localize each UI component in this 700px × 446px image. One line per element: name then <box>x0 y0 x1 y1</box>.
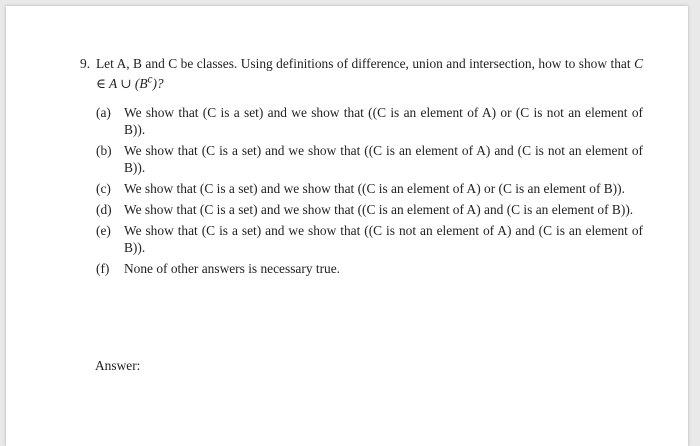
option-label: (d) <box>96 202 112 218</box>
option-f <box>96 260 643 277</box>
question-stem <box>80 55 643 92</box>
options-list <box>96 104 643 277</box>
option-label: (c) <box>96 181 111 197</box>
option-label: (e) <box>96 223 111 239</box>
option-label: (a) <box>96 105 111 121</box>
option-c <box>96 180 643 197</box>
option-label: (f) <box>96 261 110 277</box>
option-d <box>96 201 643 218</box>
option-text: We show that (C is a set) and we show that ((C is an element of A) or (C is not an element of B)). <box>124 105 643 138</box>
option-a <box>96 104 643 138</box>
option-b <box>96 142 643 176</box>
formula-end: )? <box>152 76 164 92</box>
formula-superscript: c <box>147 74 153 86</box>
option-text: None of other answers is necessary true. <box>124 261 341 277</box>
document-page <box>6 6 688 446</box>
answer-label: Answer: <box>95 358 141 373</box>
option-text: We show that (C is a set) and we show that ((C is an element of A) and (C is an element of B)). <box>124 202 634 218</box>
question-number: 9. <box>80 56 91 71</box>
option-text: We show that (C is a set) and we show that ((C is an element of A) or (C is an element of B)). <box>124 181 625 197</box>
option-e <box>96 222 643 256</box>
question-text <box>96 55 643 92</box>
option-text: We show that (C is a set) and we show that ((C is an element of A) and (C is not an element of B)). <box>124 143 643 176</box>
option-label: (b) <box>96 143 112 159</box>
question-block <box>80 55 643 281</box>
question-prompt: Let A, B and C be classes. Using definitions of difference, union and intersection, how to show that <box>96 56 631 71</box>
formula-main: C ∈ A ∪ (B <box>96 56 643 92</box>
option-text: We show that (C is a set) and we show that ((C is not an element of A) and (C is an element of B)). <box>124 223 643 256</box>
